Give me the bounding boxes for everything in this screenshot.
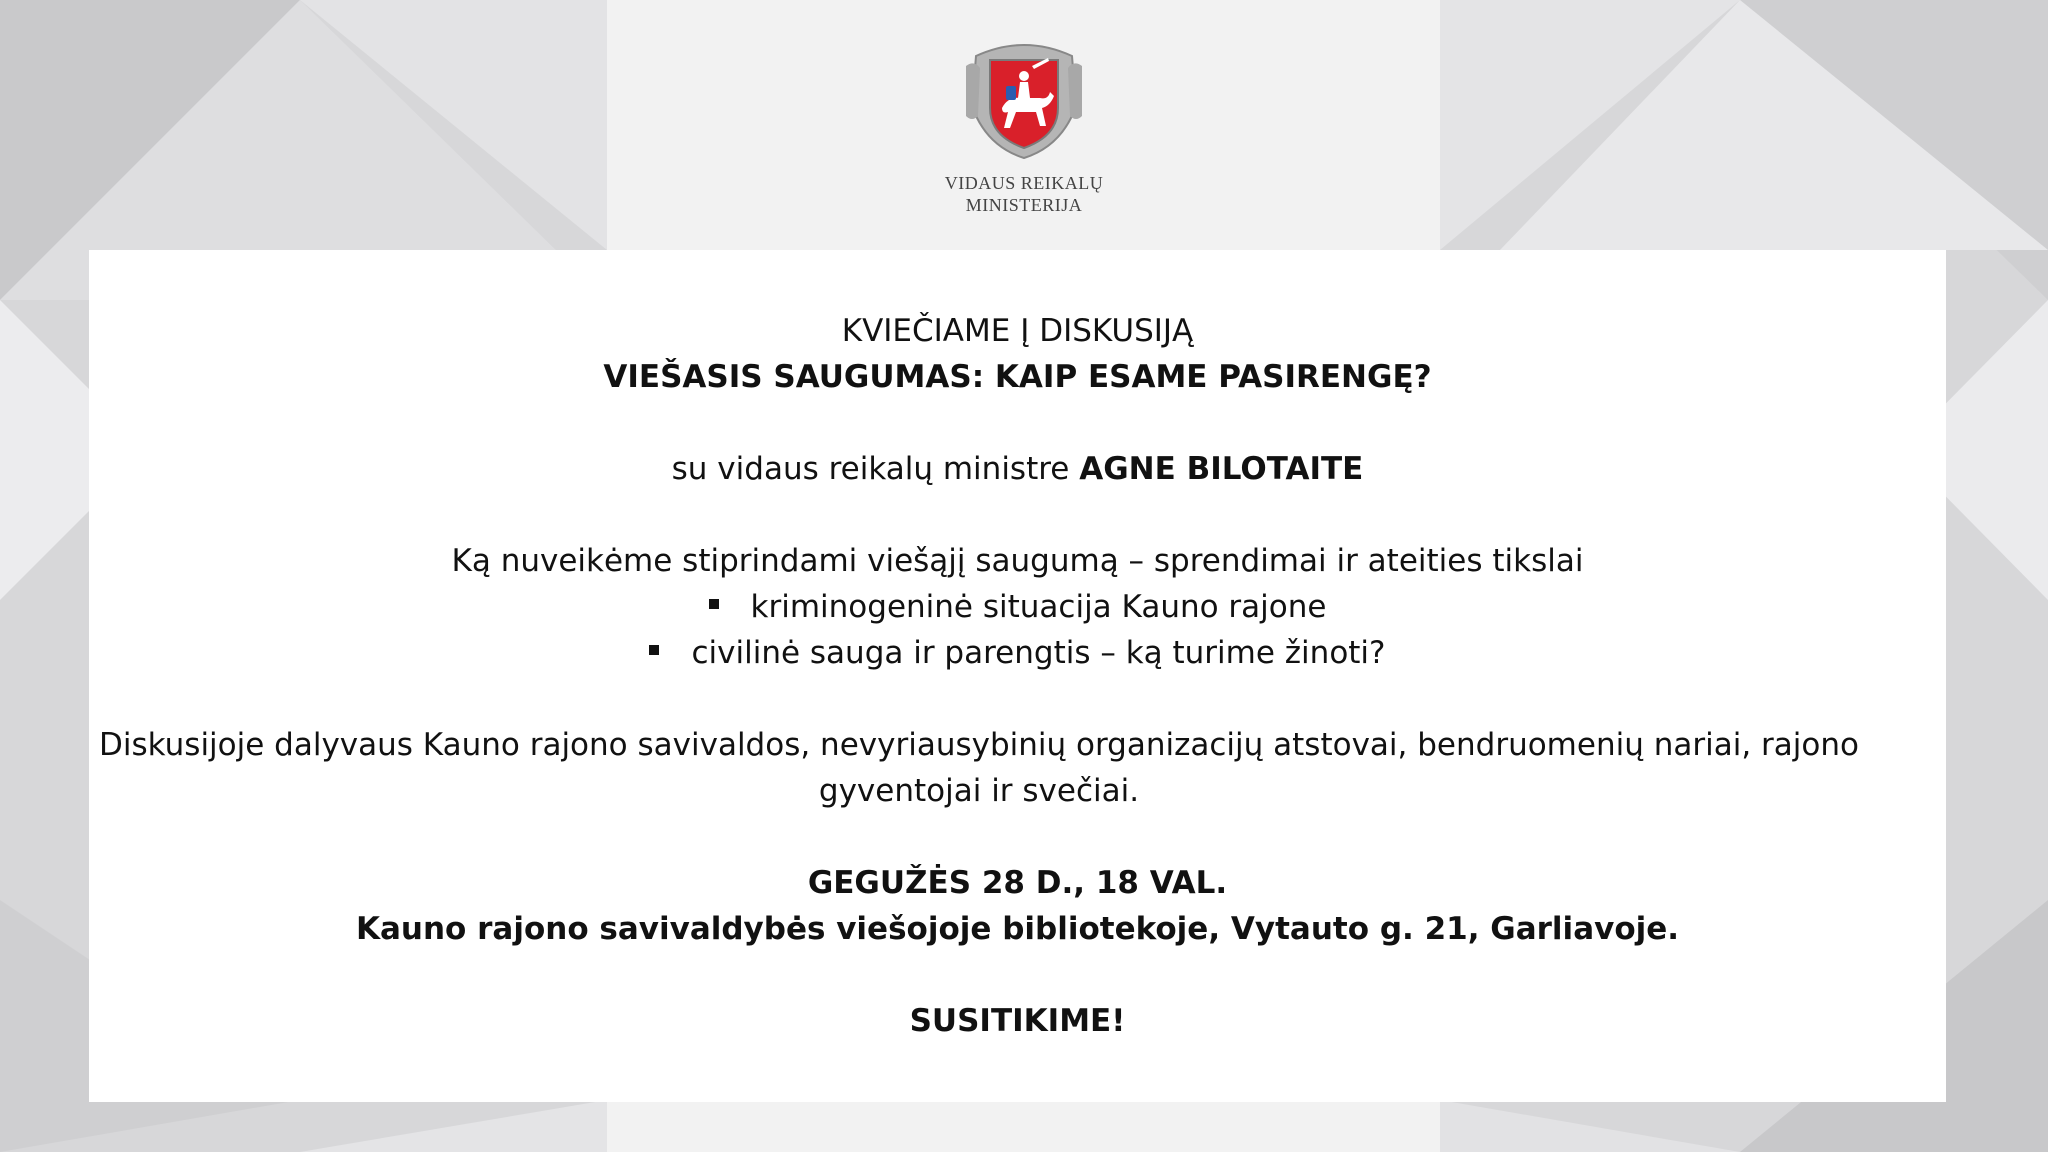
event-date: GEGUŽĖS 28 D., 18 VAL. — [807, 865, 1228, 901]
coat-of-arms-icon — [962, 36, 1086, 160]
invite-title: VIEŠASIS SAUGUMAS: KAIP ESAME PASIRENGĘ? — [603, 359, 1432, 395]
invite-intro: KVIEČIAME Į DISKUSIJĄ — [841, 313, 1194, 349]
minister-prefix: su vidaus reikalų ministre — [671, 451, 1080, 487]
invitation-card — [89, 250, 1946, 1102]
ministry-logo — [900, 36, 1148, 220]
logo-line-2: MINISTERIJA — [965, 195, 1083, 215]
square-bullet-icon — [649, 645, 659, 655]
bullet-item — [89, 630, 1946, 676]
participants-text: Diskusijoje dalyvaus Kauno rajono savivaldos, nevyriausybinių organizacijų atstovai, bendruomenių nariai, rajono gyventojai ir svečiai. — [99, 727, 1859, 809]
bullet-item — [89, 584, 1946, 630]
topic-heading: Ką nuveikėme stiprindami viešąjį saugumą – sprendimai ir ateities tikslai — [451, 543, 1584, 579]
bullet-text: civilinė sauga ir parengtis – ką turime žinoti? — [691, 635, 1386, 671]
event-venue: Kauno rajono savivaldybės viešojoje bibliotekoje, Vytauto g. 21, Garliavoje. — [355, 911, 1680, 947]
closing-text: SUSITIKIME! — [909, 1003, 1126, 1039]
minister-line — [89, 446, 1946, 492]
logo-line-1: VIDAUS REIKALŲ — [944, 173, 1104, 193]
square-bullet-icon — [709, 599, 719, 609]
minister-name: AGNE BILOTAITE — [1079, 451, 1364, 487]
bullet-text: kriminogeninė situacija Kauno rajone — [750, 589, 1327, 625]
